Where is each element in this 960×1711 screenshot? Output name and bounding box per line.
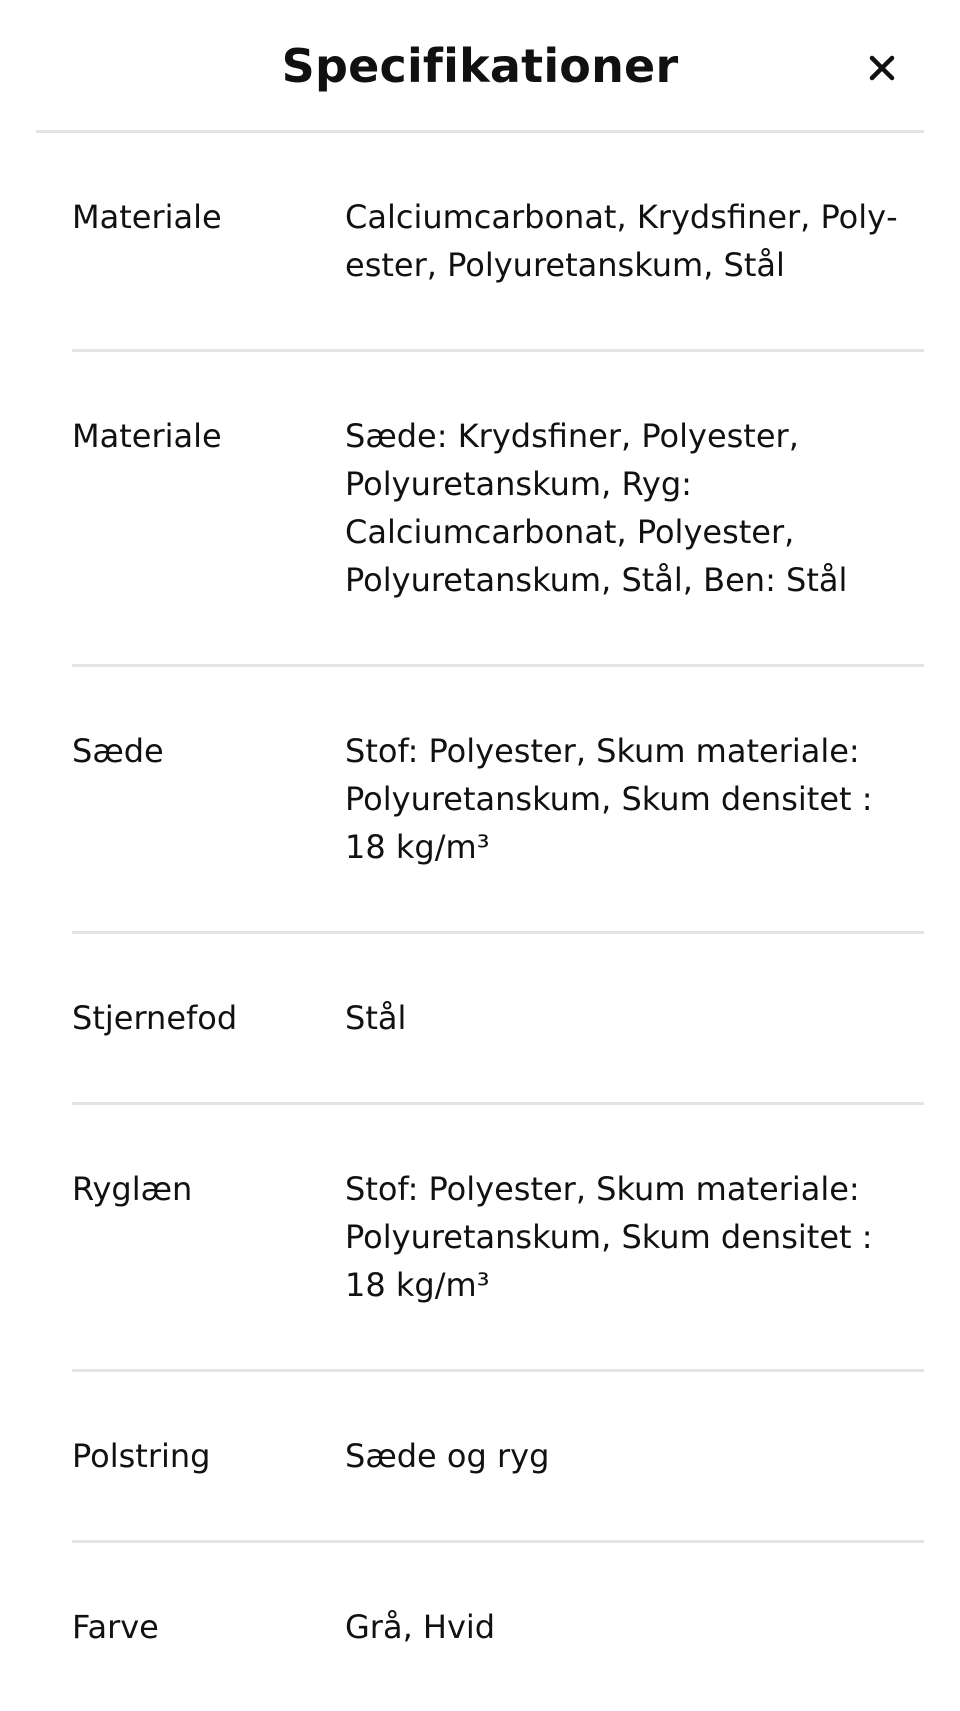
spec-value: Sæde: Krydsfiner, Polyester, Polyuretanskum, Ryg: Calciumcarbonat, Polyester, Polyuretanskum, Stål, Ben: Stål bbox=[345, 417, 848, 599]
spec-value: Stof: Polyester, Skum materiale: Polyuretanskum, Skum densitet : 18 kg/m³ bbox=[345, 1170, 873, 1304]
spec-value: Stål bbox=[345, 999, 407, 1037]
spec-value: Grå, Hvid bbox=[345, 1608, 496, 1646]
spec-row-stjernefod bbox=[72, 934, 924, 1105]
spec-row-ryglaen bbox=[72, 1105, 924, 1372]
spec-list bbox=[72, 133, 924, 1711]
spec-value: Sæde og ryg bbox=[345, 1437, 550, 1475]
close-icon bbox=[860, 46, 904, 90]
spec-row-polstring bbox=[72, 1372, 924, 1543]
spec-row-materiale-1 bbox=[72, 133, 924, 352]
spec-label: Farve bbox=[72, 1608, 159, 1646]
spec-label: Ryglæn bbox=[72, 1170, 193, 1208]
spec-label: Materiale bbox=[72, 198, 222, 236]
spec-label: Materiale bbox=[72, 417, 222, 455]
spec-row-saede bbox=[72, 667, 924, 934]
spec-label: Polstring bbox=[72, 1437, 211, 1475]
close-button[interactable] bbox=[860, 46, 904, 90]
spec-row-farve bbox=[72, 1543, 924, 1711]
spec-value: Calciumcarbonat, Krydsfiner, Polyester, Polyuretanskum, Stål bbox=[345, 198, 898, 284]
spec-label: Sæde bbox=[72, 732, 164, 770]
spec-value: Stof: Polyester, Skum materiale: Polyuretanskum, Skum densitet : 18 kg/m³ bbox=[345, 732, 873, 866]
spec-label: Stjernefod bbox=[72, 999, 238, 1037]
modal-header bbox=[36, 0, 924, 133]
spec-row-materiale-2 bbox=[72, 352, 924, 667]
page-title: Specifikationer bbox=[281, 39, 679, 93]
